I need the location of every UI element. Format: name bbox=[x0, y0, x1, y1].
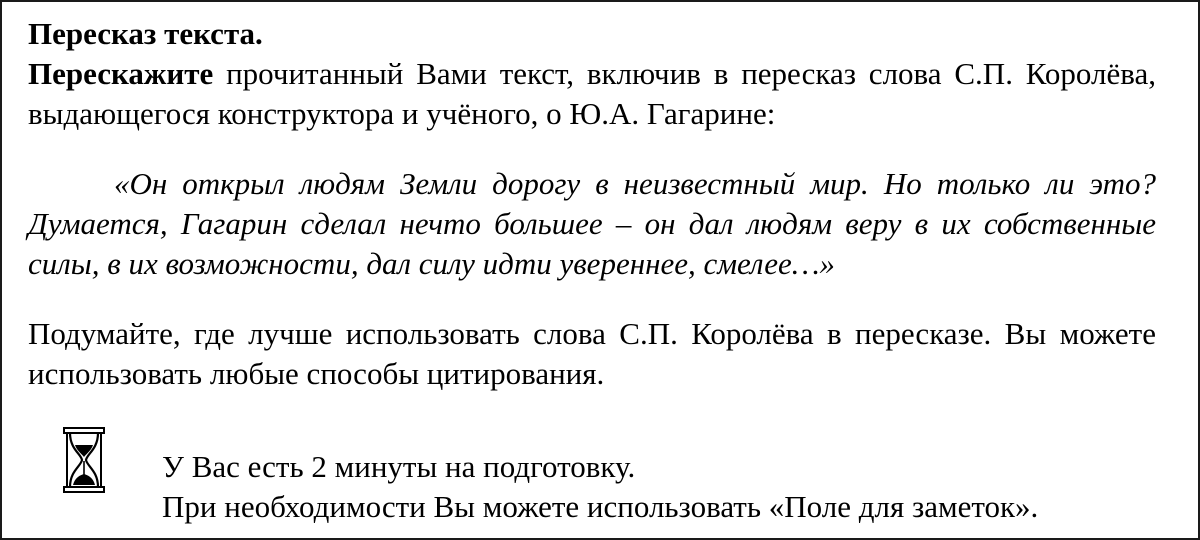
instruction-text: прочитанный Вами текст, включив в пересказ слова С.П. Королёва, выдающегося конструктора и учёного, о Ю.А. Гагарине: bbox=[28, 56, 1156, 131]
preparation-time: У Вас есть 2 минуты на подготовку. bbox=[162, 449, 636, 484]
task-content bbox=[28, 14, 1156, 394]
korolev-quote: «Он открыл людям Земли дорогу в неизвестный мир. Но только ли это? Думается, Гагарин сделал нечто большее – он дал людям веру в их собственные силы, в их возможности, дал силу идти увереннее, смелее…» bbox=[28, 166, 1156, 281]
task-instruction bbox=[28, 54, 1156, 134]
advice-text: Подумайте, где лучше использовать слова С.П. Королёва в пересказе. Вы можете использовать любые способы цитирования. bbox=[28, 316, 1156, 391]
hourglass-icon bbox=[63, 427, 105, 493]
instruction-keyword: Перескажите bbox=[28, 56, 214, 91]
notes-hint: При необходимости Вы можете использовать «Поле для заметок». bbox=[162, 489, 1039, 524]
preparation-note bbox=[162, 447, 1038, 527]
task-heading: Пересказ текста. bbox=[28, 16, 263, 51]
